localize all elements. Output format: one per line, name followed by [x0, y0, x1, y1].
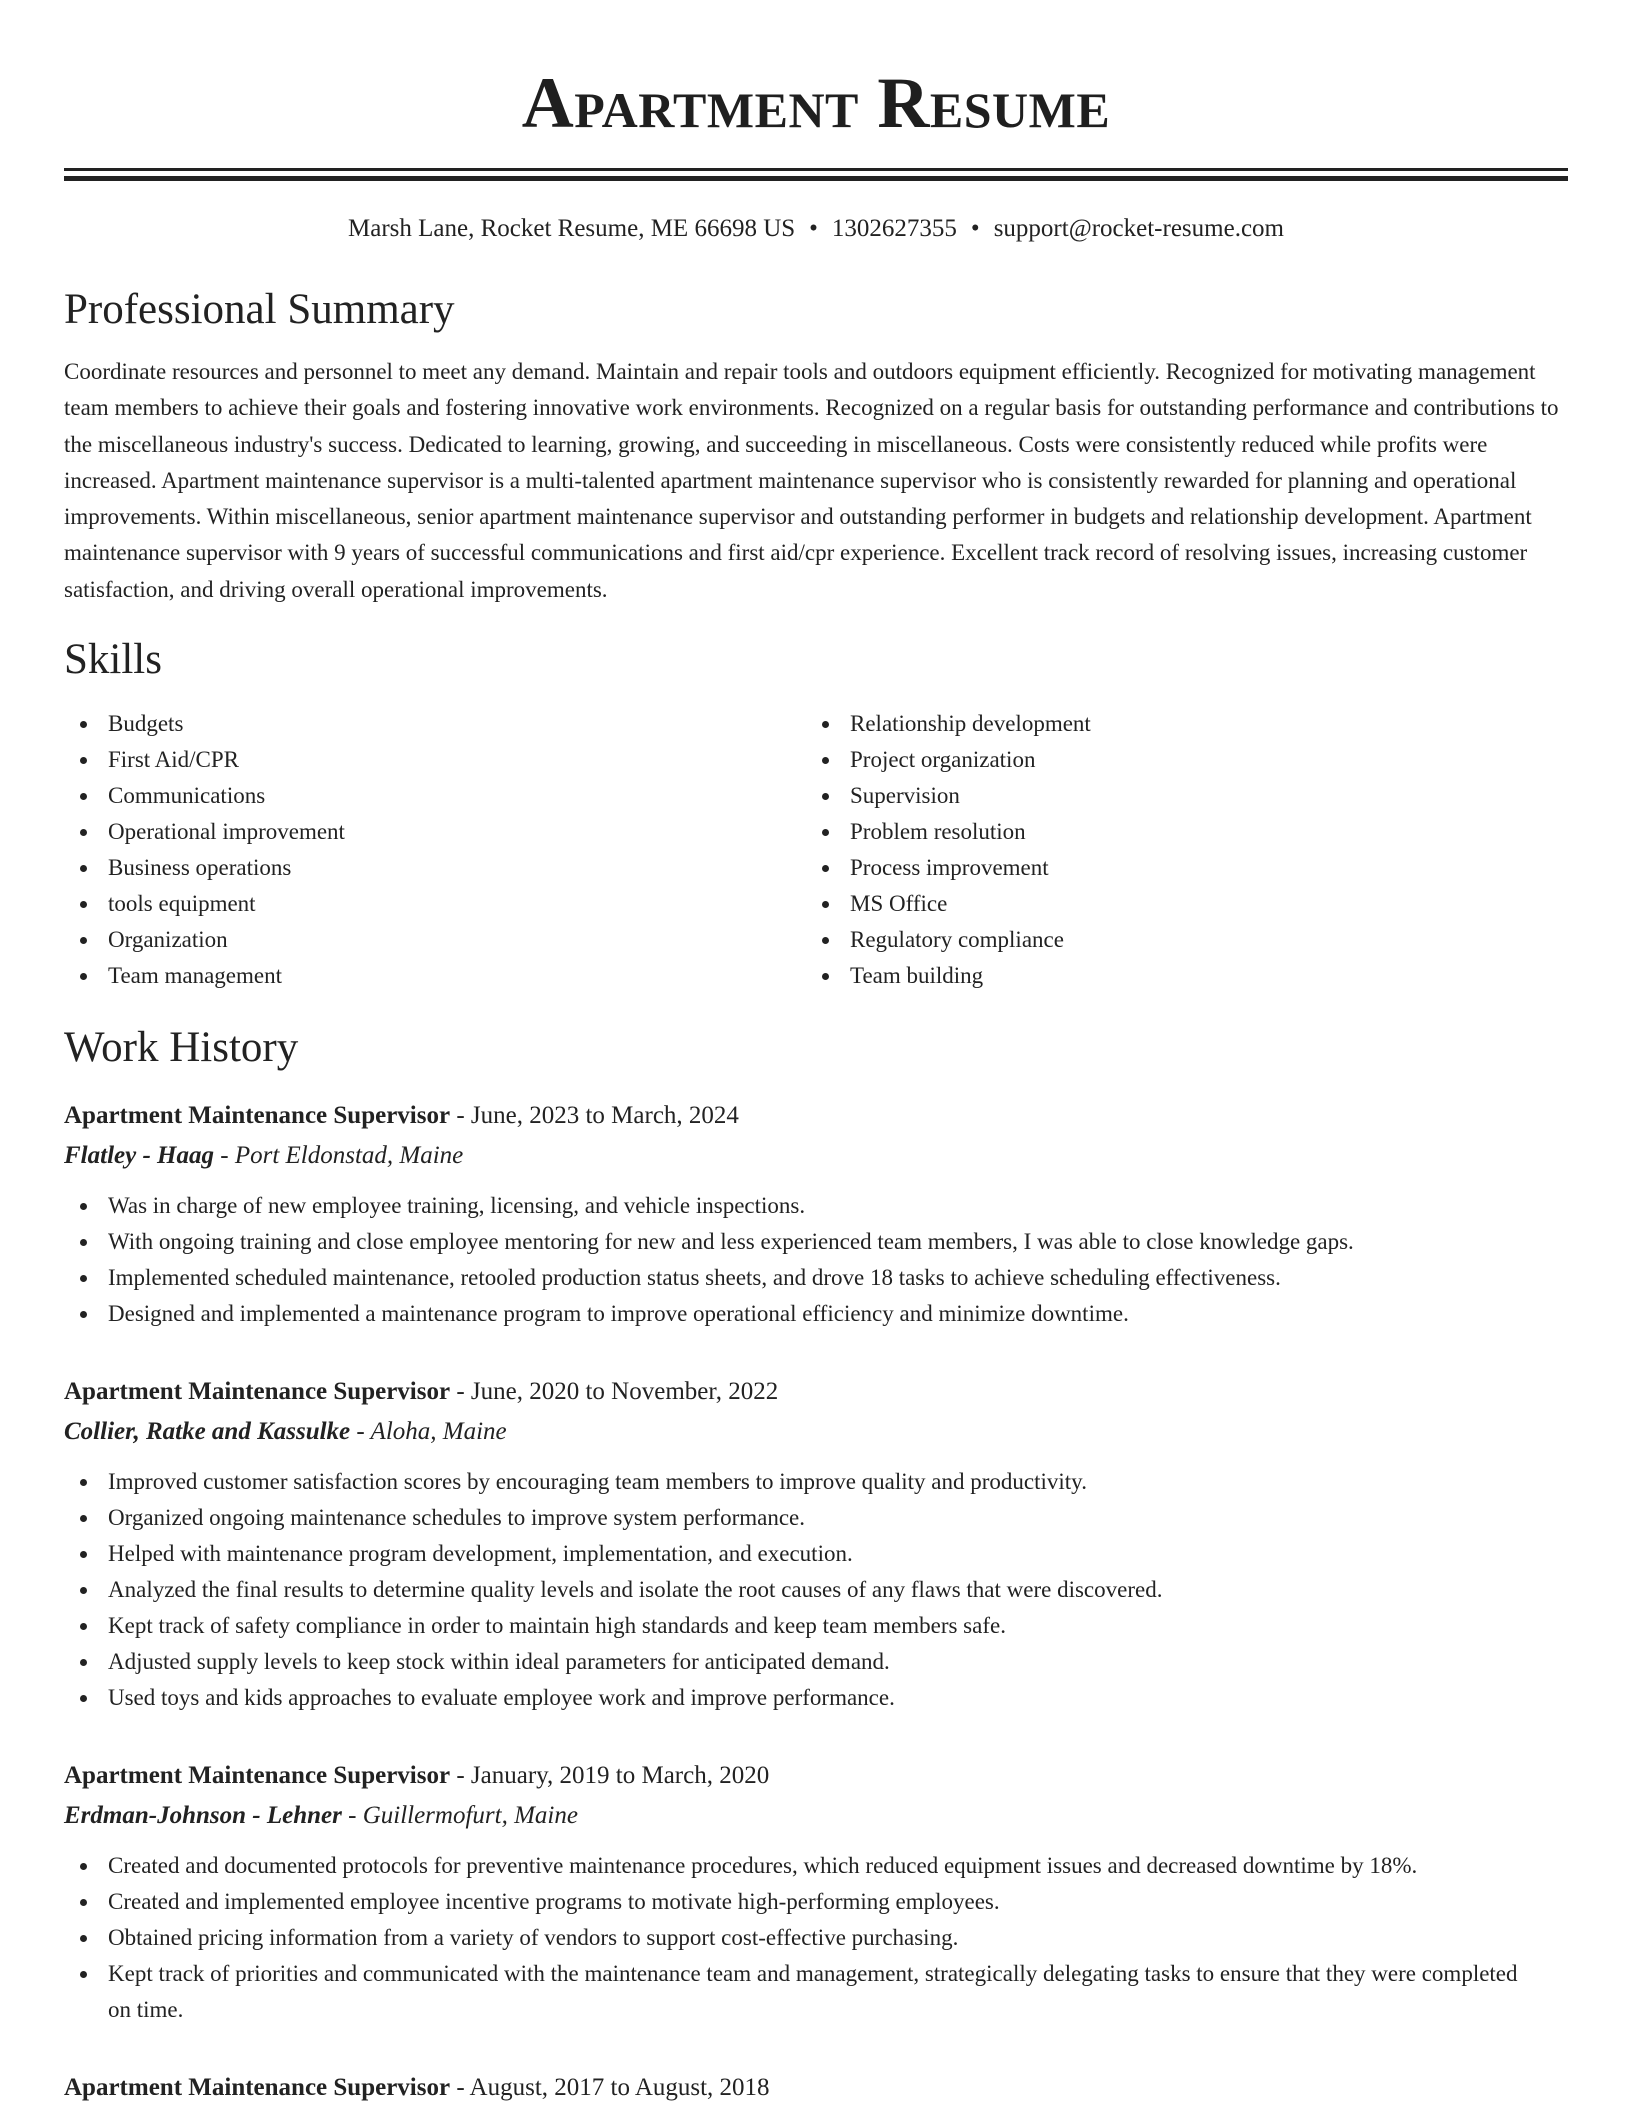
skill-item: Team management	[64, 958, 806, 994]
job-role: Apartment Maintenance Supervisor	[64, 2074, 451, 2102]
title-rule-thin	[64, 168, 1568, 171]
skill-item: Team building	[806, 958, 1548, 994]
job-bullet: Improved customer satisfaction scores by encouraging team members to improve quality and productivity.	[64, 1464, 1568, 1500]
skill-item: Supervision	[806, 778, 1548, 814]
job-bullet: Created and implemented employee incentive programs to motivate high-performing employees.	[64, 1884, 1568, 1920]
job-entry	[64, 1096, 1568, 1332]
job-bullet: Kept track of safety compliance in order to maintain high standards and keep team members safe.	[64, 1608, 1568, 1644]
job-bullet: Designed and implemented a maintenance program to improve operational efficiency and minimize downtime.	[64, 1296, 1568, 1332]
job-dates: August, 2017 to August, 2018	[469, 2074, 770, 2102]
job-bullet: Organized ongoing maintenance schedules to improve system performance.	[64, 1500, 1568, 1536]
skill-item: MS Office	[806, 886, 1548, 922]
skills-list	[64, 706, 1568, 994]
contact-email: support@rocket-resume.com	[993, 215, 1284, 242]
job-dates: June, 2023 to March, 2024	[470, 1102, 739, 1130]
job-company-line: Collier, Ratke and Kassulke - Aloha, Maine	[64, 1418, 507, 1446]
job-bullets	[64, 1848, 1568, 2028]
skill-item: Budgets	[64, 706, 806, 742]
job-entry	[64, 1756, 1568, 2028]
job-bullet: Created and documented protocols for preventive maintenance procedures, which reduced equipment issues and decreased downtime by 18%.	[64, 1848, 1568, 1884]
contact-separator: •	[970, 215, 980, 242]
job-bullet: Implemented scheduled maintenance, retooled production status sheets, and drove 18 tasks to achieve scheduling effectiveness.	[64, 1260, 1568, 1296]
job-bullet: Kept track of priorities and communicated with the maintenance team and management, strategically delegating tasks to ensure that they were completed on time.	[64, 1956, 1568, 2028]
summary-text: Coordinate resources and personnel to meet any demand. Maintain and repair tools and outdoors equipment efficiently. Recognized for motivating management team members to achieve their goals and fostering innovative work environments. Recognized on a regular basis for outstanding performance and contributions to the miscellaneous industry's success. Dedicated to learning, growing, and succeeding in miscellaneous. Costs were consistently reduced while profits were increased. Apartment maintenance supervisor is a multi-talented apartment maintenance supervisor who is consistently rewarded for planning and operational improvements. Within miscellaneous, senior apartment maintenance supervisor and outstanding performer in budgets and relationship development. Apartment maintenance supervisor with 9 years of successful communications and first aid/cpr experience. Excellent track record of resolving issues, increasing customer satisfaction, and driving overall operational improvements.	[64, 359, 1559, 602]
skill-item: Operational improvement	[64, 814, 806, 850]
contact-address: Marsh Lane, Rocket Resume, ME 66698 US	[348, 215, 796, 242]
job-role: Apartment Maintenance Supervisor	[64, 1378, 451, 1406]
job-location: Aloha, Maine	[370, 1418, 507, 1446]
job-dates: January, 2019 to March, 2020	[470, 1762, 770, 1790]
skill-item: Regulatory compliance	[806, 922, 1548, 958]
job-role: Apartment Maintenance Supervisor	[64, 1102, 451, 1130]
job-bullets	[64, 1464, 1568, 1716]
job-company: Collier, Ratke and Kassulke	[64, 1418, 351, 1446]
job-company-line: Flatley - Haag - Port Eldonstad, Maine	[64, 1142, 464, 1170]
skills-column-left	[64, 706, 806, 994]
job-bullet: Was in charge of new employee training, licensing, and vehicle inspections.	[64, 1188, 1568, 1224]
skill-item: Project organization	[806, 742, 1548, 778]
job-bullet: Analyzed the final results to determine quality levels and isolate the root causes of any flaws that were discovered.	[64, 1572, 1568, 1608]
contact-separator: •	[809, 215, 818, 242]
skills-column-right	[806, 706, 1548, 994]
title-rule-thick	[64, 176, 1568, 181]
job-company: Erdman-Johnson - Lehner	[64, 1802, 342, 1830]
job-entry	[64, 2068, 1568, 2108]
job-bullet: Adjusted supply levels to keep stock within ideal parameters for anticipated demand.	[64, 1644, 1568, 1680]
skill-item: Problem resolution	[806, 814, 1548, 850]
job-bullet: Helped with maintenance program development, implementation, and execution.	[64, 1536, 1568, 1572]
job-location: Guillermofurt, Maine	[362, 1802, 578, 1830]
skill-item: Business operations	[64, 850, 806, 886]
resume-title: Apartment Resume	[521, 63, 1111, 143]
job-company: Flatley - Haag	[64, 1142, 214, 1170]
skill-item: tools equipment	[64, 886, 806, 922]
skill-item: Organization	[64, 922, 806, 958]
skill-item: Relationship development	[806, 706, 1548, 742]
job-bullet: Obtained pricing information from a variety of vendors to support cost-effective purchasing.	[64, 1920, 1568, 1956]
job-entry	[64, 1372, 1568, 1716]
job-company-line: Erdman-Johnson - Lehner - Guillermofurt, Maine	[64, 1802, 578, 1830]
job-role: Apartment Maintenance Supervisor	[64, 1762, 451, 1790]
job-bullet: With ongoing training and close employee mentoring for new and less experienced team members, I was able to close knowledge gaps.	[64, 1224, 1568, 1260]
skill-item: First Aid/CPR	[64, 742, 806, 778]
work-history-heading: Work History	[64, 1024, 299, 1072]
job-dates: June, 2020 to November, 2022	[470, 1378, 779, 1406]
job-header: Apartment Maintenance Supervisor - June, 2023 to March, 2024	[64, 1102, 739, 1130]
job-bullets	[64, 1188, 1568, 1332]
skill-item: Process improvement	[806, 850, 1548, 886]
skill-item: Communications	[64, 778, 806, 814]
skills-heading: Skills	[64, 636, 162, 684]
job-header: Apartment Maintenance Supervisor - August, 2017 to August, 2018	[64, 2074, 770, 2102]
job-bullet: Used toys and kids approaches to evaluate employee work and improve performance.	[64, 1680, 1568, 1716]
contact-phone: 1302627355	[831, 215, 957, 242]
contact-line	[64, 214, 1568, 244]
job-location: Port Eldonstad, Maine	[234, 1142, 464, 1170]
job-header: Apartment Maintenance Supervisor - January, 2019 to March, 2020	[64, 1762, 770, 1790]
summary-heading: Professional Summary	[64, 286, 455, 333]
job-header: Apartment Maintenance Supervisor - June, 2020 to November, 2022	[64, 1378, 779, 1406]
